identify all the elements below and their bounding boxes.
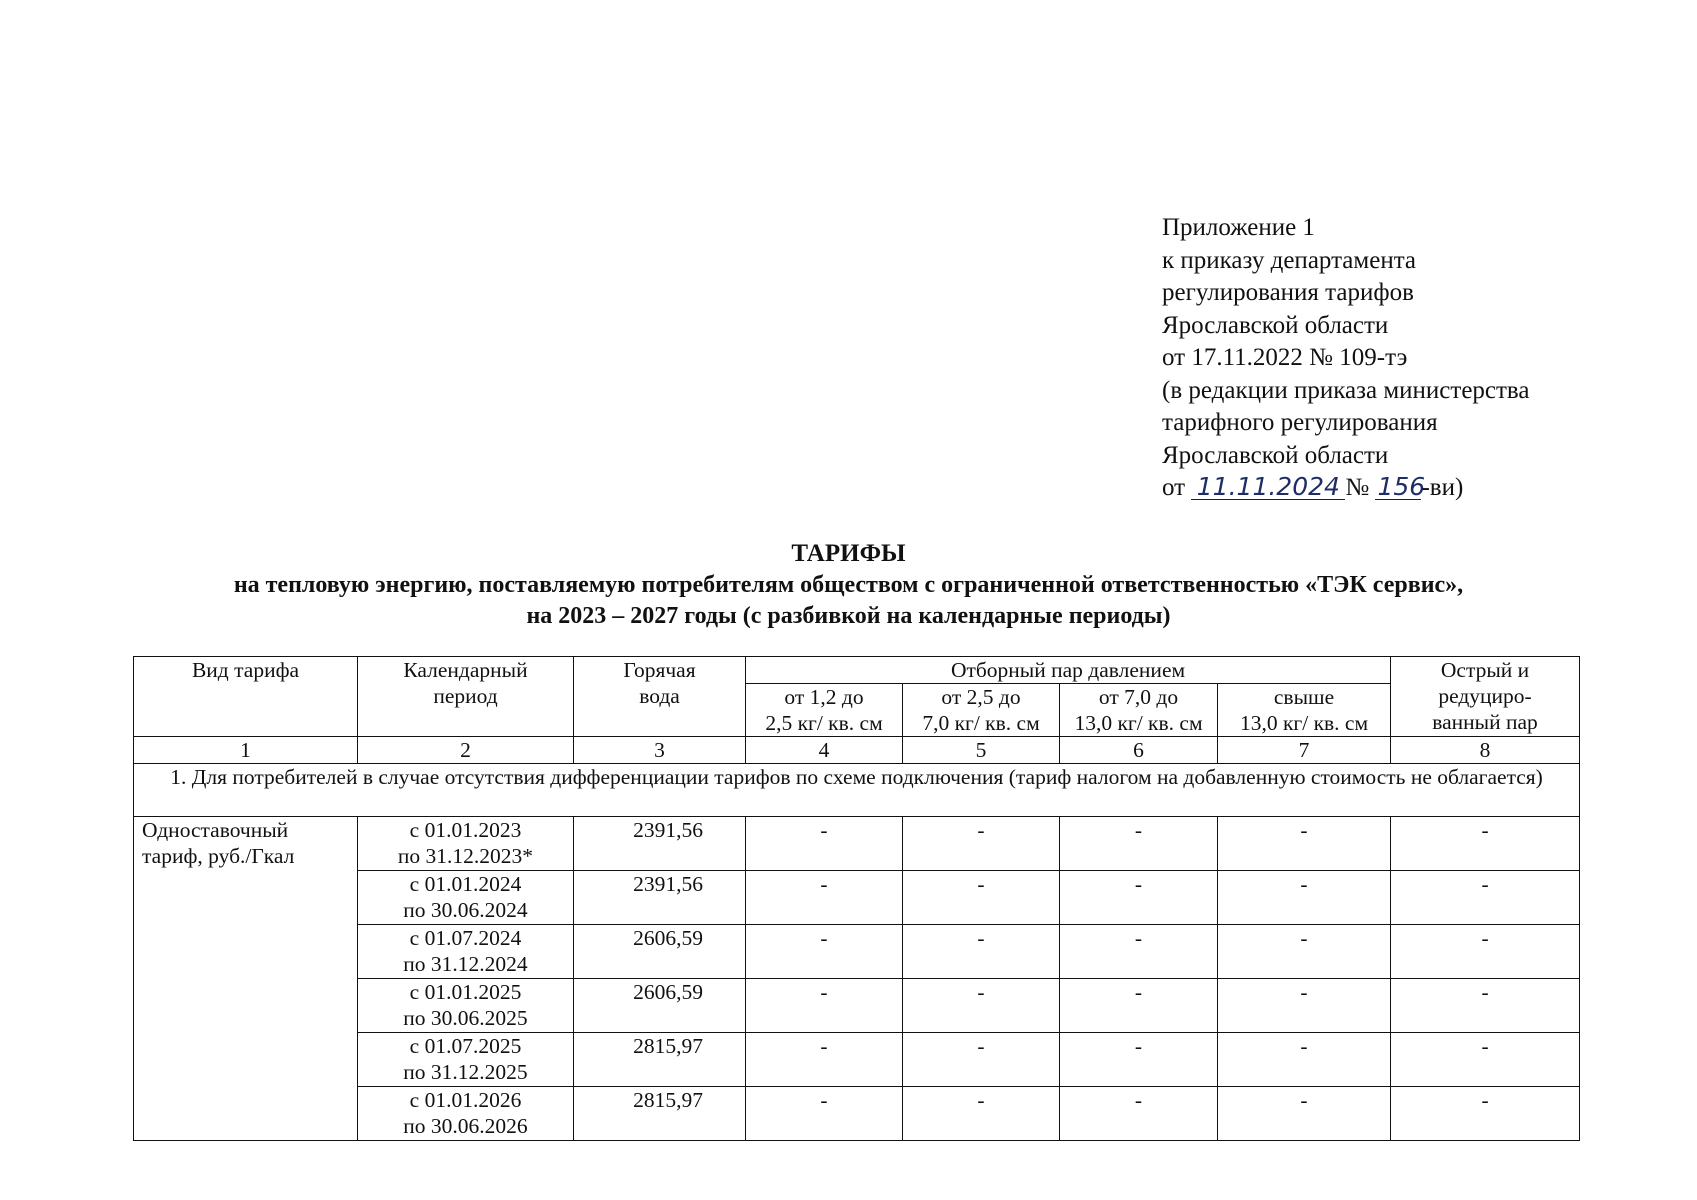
- steam-value: -: [903, 871, 1060, 925]
- header-calendar-period: Календарный период: [358, 657, 574, 737]
- period-cell: с 01.01.2023 по 31.12.2023*: [358, 817, 574, 871]
- hot-water-value: 2391,56: [574, 871, 746, 925]
- hot-water-value: 2606,59: [574, 925, 746, 979]
- steam-value: -: [746, 871, 903, 925]
- appendix-line: от 17.11.2022 № 109-тэ: [1162, 344, 1408, 371]
- steam-value: -: [1060, 1087, 1218, 1141]
- column-number: 5: [903, 737, 1060, 764]
- header-sharp-steam: Острый и редуциро- ванный пар: [1391, 657, 1580, 737]
- period-cell: с 01.01.2026 по 30.06.2026: [358, 1087, 574, 1141]
- appendix-line: (в редакции приказа министерства: [1162, 376, 1530, 404]
- period-cell: с 01.01.2025 по 30.06.2025: [358, 979, 574, 1033]
- title-line-2: на тепловую энергию, поставляемую потребителям обществом с ограниченной ответственностью «ТЭК сервис»,: [233, 572, 1464, 598]
- steam-value: -: [903, 817, 1060, 871]
- appendix-block: [1162, 212, 1530, 505]
- sharp-steam-value: -: [1391, 817, 1580, 871]
- sharp-steam-value: -: [1391, 1087, 1580, 1141]
- steam-value: -: [746, 979, 903, 1033]
- order-prefix: от: [1162, 474, 1186, 501]
- sharp-steam-value: -: [1391, 925, 1580, 979]
- hot-water-value: 2606,59: [574, 979, 746, 1033]
- column-number-row: [134, 737, 1580, 764]
- title-heading: ТАРИФЫ: [791, 540, 906, 567]
- column-number: 6: [1060, 737, 1218, 764]
- steam-value: -: [1060, 817, 1218, 871]
- column-number: 2: [358, 737, 574, 764]
- sharp-steam-value: -: [1391, 1033, 1580, 1087]
- header-steam-4: свыше 13,0 кг/ кв. см: [1218, 684, 1391, 737]
- steam-value: -: [1218, 979, 1391, 1033]
- steam-value: -: [903, 979, 1060, 1033]
- steam-value: -: [903, 925, 1060, 979]
- handwritten-number: 156: [1377, 472, 1426, 501]
- appendix-line: тарифного регулирования: [1162, 409, 1438, 436]
- steam-value: -: [1218, 925, 1391, 979]
- steam-value: -: [1060, 1033, 1218, 1087]
- period-cell: с 01.07.2025 по 31.12.2025: [358, 1033, 574, 1087]
- title-line-3: на 2023 – 2027 годы (с разбивкой на календарные периоды): [526, 603, 1171, 629]
- number-sign: №: [1345, 474, 1370, 501]
- hot-water-value: 2391,56: [574, 817, 746, 871]
- appendix-line: регулирования тарифов: [1162, 279, 1414, 306]
- period-cell: с 01.07.2024 по 31.12.2024: [358, 925, 574, 979]
- steam-value: -: [746, 925, 903, 979]
- steam-value: -: [1218, 1033, 1391, 1087]
- header-steam-3: от 7,0 до 13,0 кг/ кв. см: [1060, 684, 1218, 737]
- steam-value: -: [746, 817, 903, 871]
- appendix-line: Ярославской области: [1162, 311, 1389, 339]
- header-steam-2: от 2,5 до 7,0 кг/ кв. см: [903, 684, 1060, 737]
- header-hot-water: Горячая вода: [574, 657, 746, 737]
- column-number: 8: [1391, 737, 1580, 764]
- sharp-steam-value: -: [1391, 979, 1580, 1033]
- column-number: 1: [134, 737, 358, 764]
- steam-value: -: [1060, 925, 1218, 979]
- tariff-label: Одноставочный тариф, руб./Гкал: [134, 817, 358, 1141]
- order-suffix: -ви): [1421, 474, 1464, 501]
- header-steam-1: от 1,2 до 2,5 кг/ кв. см: [746, 684, 903, 737]
- table-row: [134, 817, 1580, 871]
- steam-value: -: [1060, 871, 1218, 925]
- steam-value: -: [1218, 817, 1391, 871]
- steam-value: -: [746, 1087, 903, 1141]
- column-number: 7: [1218, 737, 1391, 764]
- handwritten-date: 11.11.2024: [1191, 475, 1345, 500]
- header-row: [134, 657, 1580, 684]
- column-number: 3: [574, 737, 746, 764]
- appendix-line: Приложение 1: [1162, 214, 1315, 241]
- column-number: 4: [746, 737, 903, 764]
- steam-value: -: [746, 1033, 903, 1087]
- header-tariff-type: Вид тарифа: [134, 657, 358, 737]
- hot-water-value: 2815,97: [574, 1087, 746, 1141]
- steam-value: -: [1218, 1087, 1391, 1141]
- appendix-order-line: [1162, 472, 1530, 505]
- sharp-steam-value: -: [1391, 871, 1580, 925]
- appendix-line: к приказу департамента: [1162, 246, 1417, 274]
- header-steam-group: Отборный пар давлением: [746, 657, 1391, 684]
- hot-water-value: 2815,97: [574, 1033, 746, 1087]
- section-title: 1. Для потребителей в случае отсутствия дифференциации тарифов по схеме подключения (тариф налогом на добавленную стоимость не облагается): [134, 764, 1580, 817]
- period-cell: с 01.01.2024 по 30.06.2024: [358, 871, 574, 925]
- steam-value: -: [903, 1033, 1060, 1087]
- tariff-table: [133, 656, 1580, 1141]
- steam-value: -: [1218, 871, 1391, 925]
- appendix-line: Ярославской области: [1162, 441, 1389, 469]
- section-row: [134, 764, 1580, 817]
- steam-value: -: [903, 1087, 1060, 1141]
- steam-value: -: [1060, 979, 1218, 1033]
